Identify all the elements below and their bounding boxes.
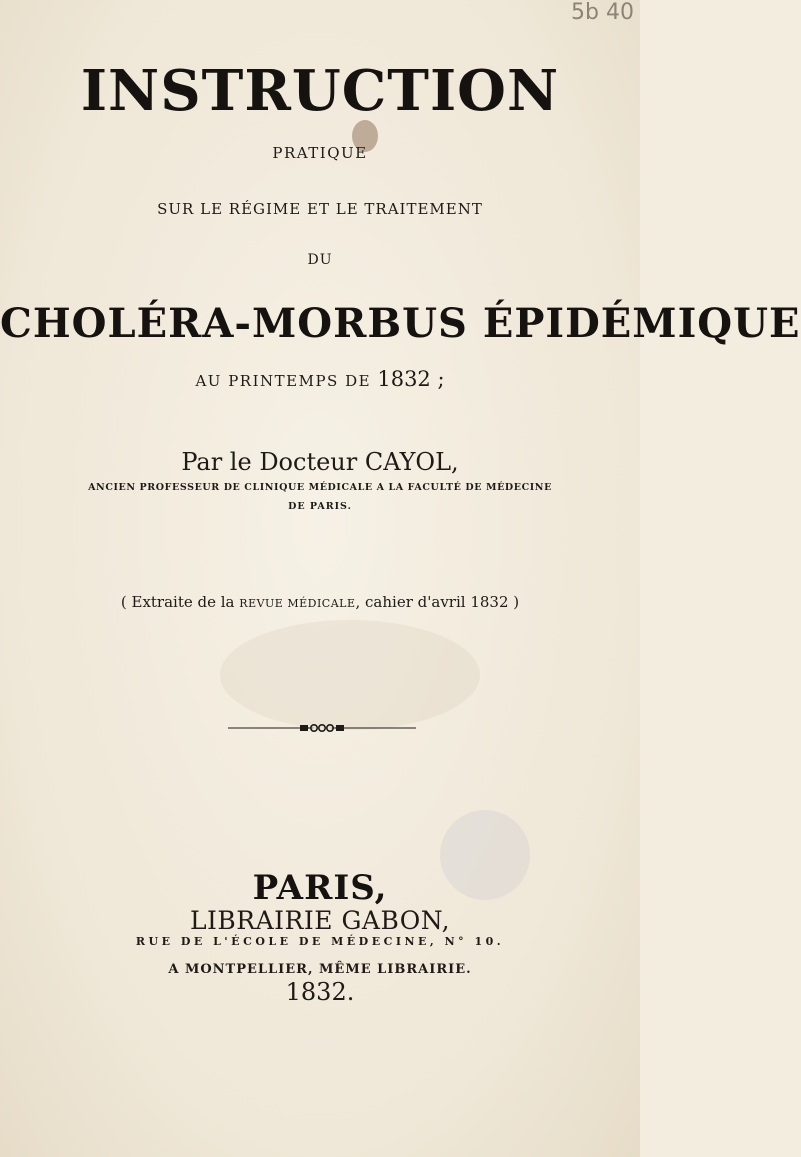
imprint-year: 1832. xyxy=(285,978,355,1006)
date-line xyxy=(0,367,640,391)
ornament-rule xyxy=(0,722,640,734)
author-title: ANCIEN PROFESSEUR DE CLINIQUE MÉDICALE A LA FACULTÉ DE MÉDECINE xyxy=(88,482,552,493)
extract-note-close: , cahier d'avril 1832 ) xyxy=(355,593,520,611)
subtitle-line-du: DU xyxy=(307,252,333,268)
author: Par le Docteur CAYOL, xyxy=(181,448,459,476)
date-line-text: AU PRINTEMPS DE xyxy=(195,372,372,390)
shelfmark: 5b 40 xyxy=(571,0,634,25)
extract-note-open: ( Extraite de la xyxy=(120,593,240,611)
title: INSTRUCTION xyxy=(80,58,560,124)
imprint-city: PARIS, xyxy=(252,868,388,908)
subtitle: PRATIQUE xyxy=(272,144,368,162)
extract-note xyxy=(0,593,640,611)
paper-stain xyxy=(220,620,480,730)
imprint-montpellier: A MONTPELLIER, MÊME LIBRAIRIE. xyxy=(168,962,472,977)
extract-note-journal: REVUE MÉDICALE xyxy=(239,597,356,610)
imprint-publisher: LIBRAIRIE GABON, xyxy=(189,906,451,935)
subtitle-line-sur: SUR LE RÉGIME ET LE TRAITEMENT xyxy=(157,200,483,218)
date-line-year: 1832 ; xyxy=(377,367,445,391)
imprint-address: RUE DE L'ÉCOLE DE MÉDECINE, N° 10. xyxy=(135,935,505,948)
author-title-city: DE PARIS. xyxy=(288,501,352,512)
main-subject: CHOLÉRA-MORBUS ÉPIDÉMIQUE xyxy=(0,300,801,347)
